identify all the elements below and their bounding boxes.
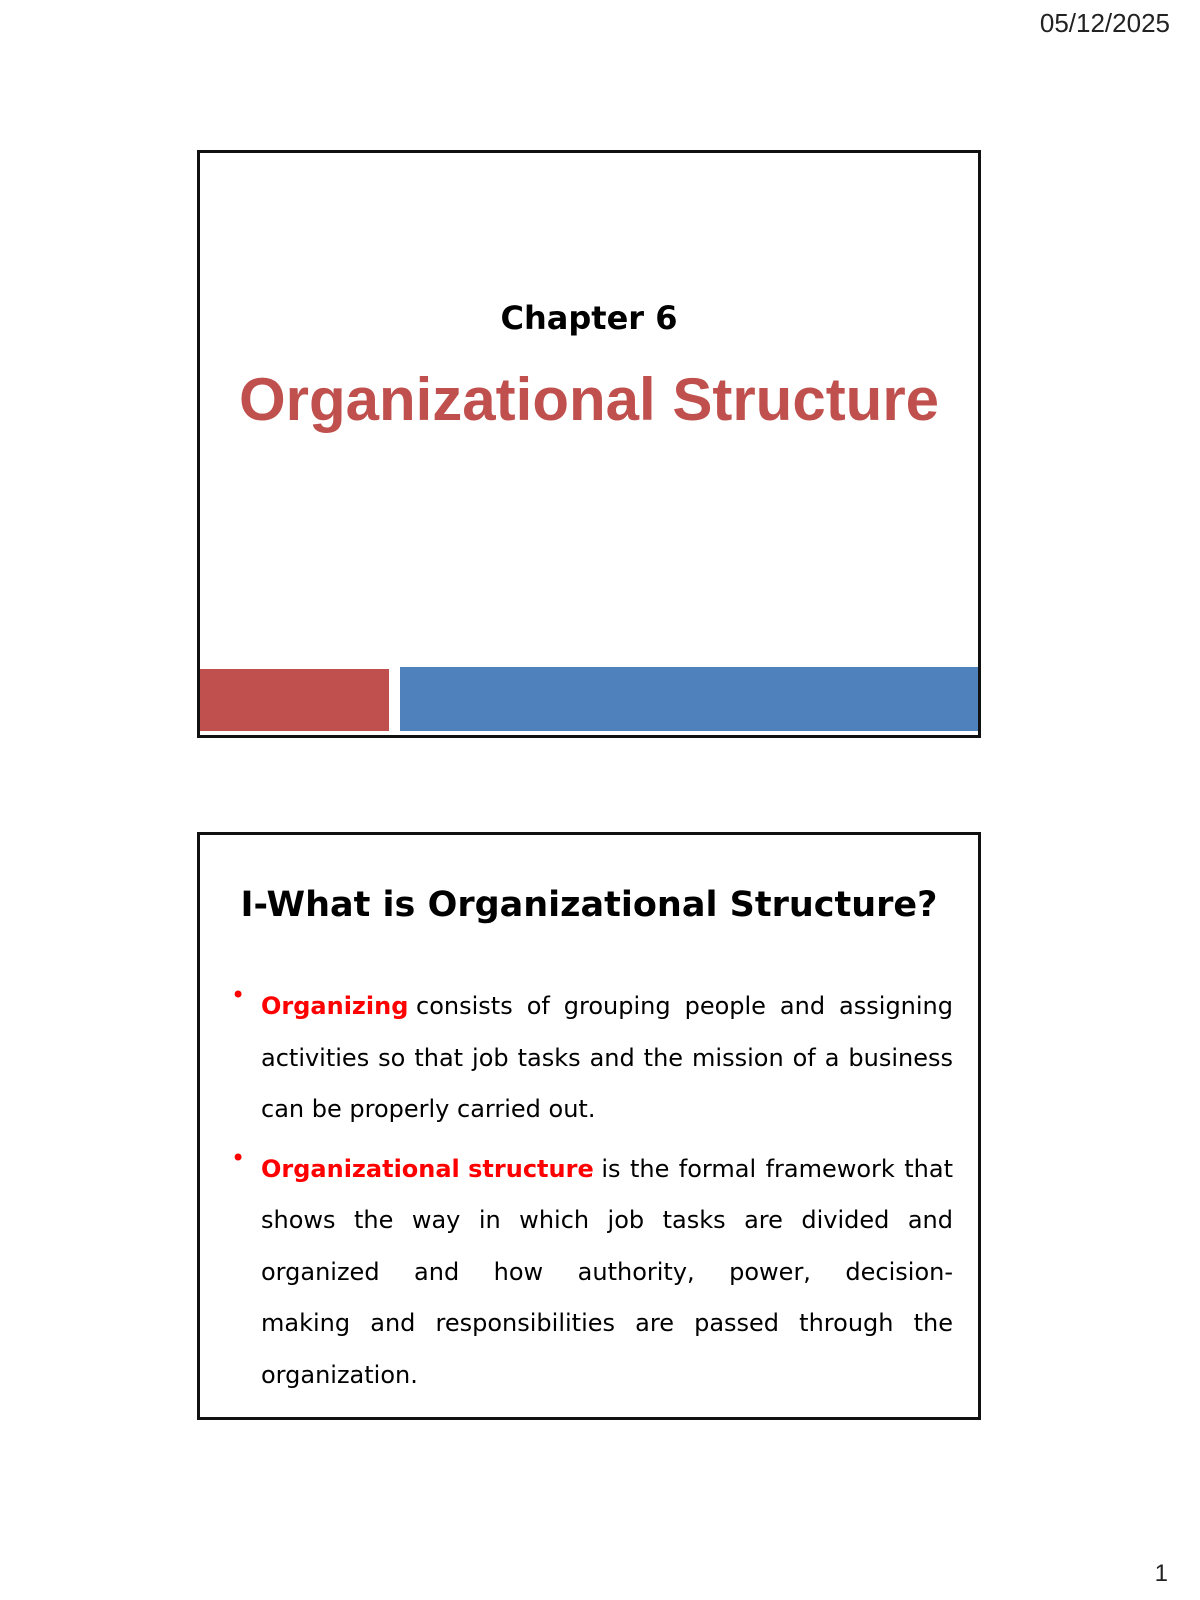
slide-title bbox=[197, 150, 981, 738]
slide-definition bbox=[197, 832, 981, 1420]
text-line: making and responsibilities are passed through the bbox=[261, 1309, 953, 1337]
print-date: 05/12/2025 bbox=[1039, 8, 1170, 38]
bullet-icon: • bbox=[231, 1143, 246, 1172]
bullet-icon: • bbox=[231, 981, 246, 1009]
text-line bbox=[261, 981, 953, 1033]
text: is the formal framework that bbox=[601, 1154, 953, 1183]
chapter-label: Chapter 6 bbox=[500, 299, 678, 337]
text-line bbox=[261, 1144, 953, 1196]
text-line: shows the way in which job tasks are divided and bbox=[261, 1206, 953, 1234]
slide-heading: I-What is Organizational Structure? bbox=[240, 885, 938, 925]
bullet-item bbox=[231, 981, 953, 1136]
text-line: organization. bbox=[261, 1360, 418, 1389]
red-accent-bar bbox=[200, 669, 389, 731]
blue-accent-bar bbox=[400, 667, 978, 731]
key-term: Organizing bbox=[261, 992, 409, 1020]
text-line: activities so that job tasks and the mission of a business bbox=[261, 1043, 953, 1072]
slide-title-text: Organizational Structure bbox=[238, 366, 940, 433]
key-term: Organizational structure bbox=[261, 1154, 594, 1183]
page-number: 1 bbox=[1154, 1560, 1168, 1587]
text: consists of grouping people and assigning bbox=[416, 992, 953, 1020]
text-line: organized and how authority, power, decision- bbox=[261, 1257, 953, 1286]
bullet-item bbox=[231, 1143, 953, 1402]
text-line: can be properly carried out. bbox=[261, 1095, 596, 1123]
bullet-list bbox=[231, 981, 953, 1401]
